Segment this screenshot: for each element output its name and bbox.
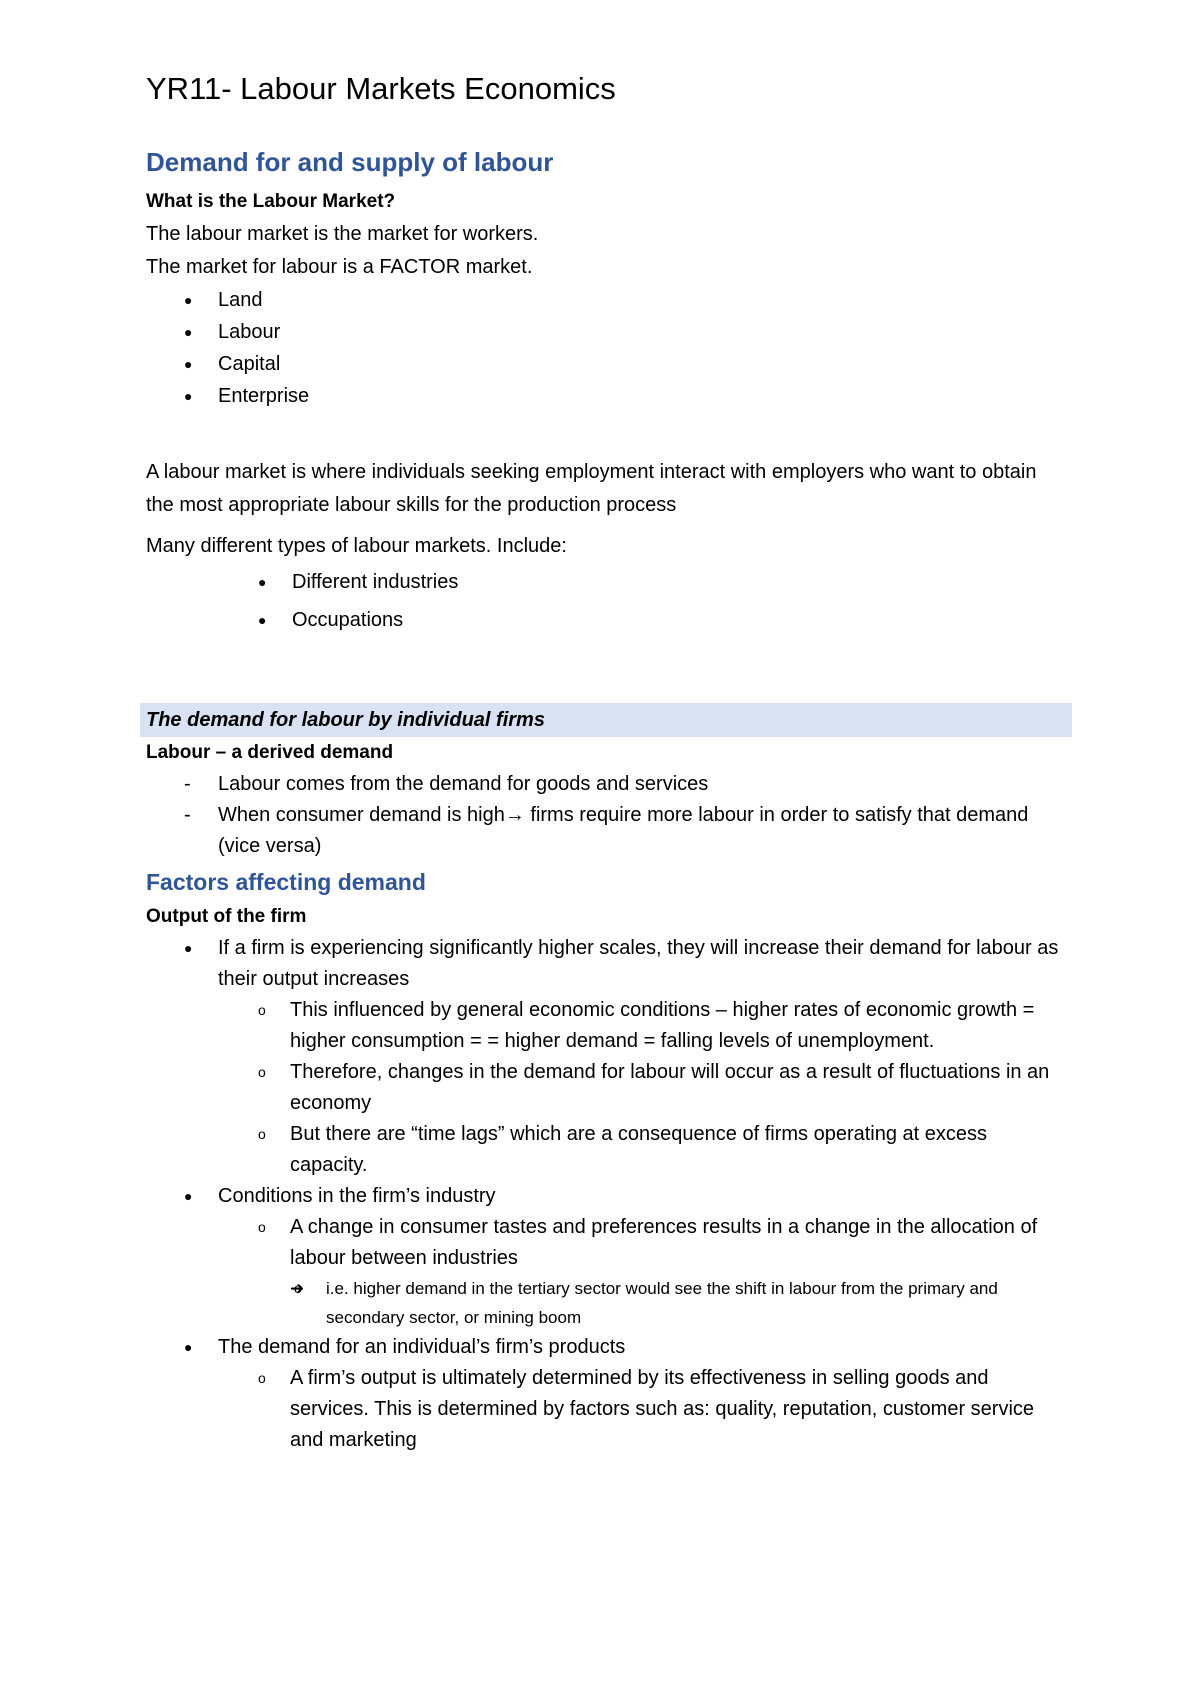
list-item: ● Land [218, 284, 1066, 316]
sub-list-item: o A firm’s output is ultimately determined by its effectiveness in selling goods and services. This is determined by factors such as: quality, reputation, customer service and marketing [290, 1363, 1066, 1456]
sub-list-text: A change in consumer tastes and preferences results in a change in the allocation of labour between industries [290, 1216, 1038, 1270]
arrow-list-item [290, 1274, 1066, 1332]
question-heading: What is the Labour Market? [146, 191, 396, 213]
list-item: - Labour comes from the demand for goods and services [218, 769, 1066, 800]
list-item: ● Enterprise [218, 380, 1066, 412]
list-item [218, 1181, 1066, 1332]
sub-list [218, 1363, 1066, 1456]
section-heading-factors: Factors affecting demand [146, 869, 426, 896]
document-page [146, 70, 1066, 1456]
intro-line-2: The market for labour is a FACTOR market. [146, 256, 533, 279]
list-item: ● Capital [218, 348, 1066, 380]
list-item: ● Labour [218, 316, 1066, 348]
list-item: ● Occupations [292, 601, 1066, 639]
derived-demand-heading: Labour – a derived demand [146, 742, 394, 764]
list-item-text: When consumer demand is high [218, 804, 505, 827]
list-item-text: Conditions in the firm’s industry [218, 1185, 496, 1208]
list-item [218, 1332, 1066, 1456]
types-intro: Many different types of labour markets. Include: [146, 535, 567, 558]
list-item: ● Different industries [292, 563, 1066, 601]
output-heading: Output of the firm [146, 906, 307, 928]
definition-paragraph: A labour market is where individuals seeking employment interact with employers who want to obtain the most appropriate labour skills for the production process [146, 461, 1037, 517]
right-arrow-icon: o ➜ [290, 1279, 305, 1299]
arrow-item-text: i.e. higher demand in the tertiary sector would see the shift in labour from the primary and secondary sector, or mining boom [326, 1279, 998, 1328]
sub-list [218, 1212, 1066, 1332]
list-item [218, 800, 1066, 862]
list-item [218, 933, 1066, 1181]
section-banner-demand-firms: The demand for labour by individual firms [140, 703, 1072, 737]
section-heading-demand-supply: Demand for and supply of labour [146, 147, 554, 178]
list-item-text: firms require more labour in order to satisfy that demand (vice versa) [218, 804, 1029, 858]
factors-list [146, 933, 1066, 1456]
intro-line-1: The labour market is the market for workers. [146, 223, 539, 246]
derived-demand-list [146, 769, 1066, 862]
types-list [146, 563, 1066, 639]
sub-list [218, 995, 1066, 1181]
sub-list-item: o But there are “time lags” which are a consequence of firms operating at excess capacity. [290, 1119, 1066, 1181]
arrow-list [290, 1274, 1066, 1332]
list-item-text: If a firm is experiencing significantly higher scales, they will increase their demand for labour as their output increases [218, 937, 1059, 991]
sub-list-item: o This influenced by general economic conditions – higher rates of economic growth = higher consumption = = higher demand = falling levels of unemployment. [290, 995, 1066, 1057]
list-item-text: The demand for an individual’s firm’s products [218, 1336, 626, 1359]
factor-list [146, 284, 1066, 412]
sub-list-item: o Therefore, changes in the demand for labour will occur as a result of fluctuations in an economy [290, 1057, 1066, 1119]
right-arrow-icon: → [504, 804, 525, 827]
sub-list-item [290, 1212, 1066, 1332]
document-title: YR11- Labour Markets Economics [146, 71, 616, 106]
